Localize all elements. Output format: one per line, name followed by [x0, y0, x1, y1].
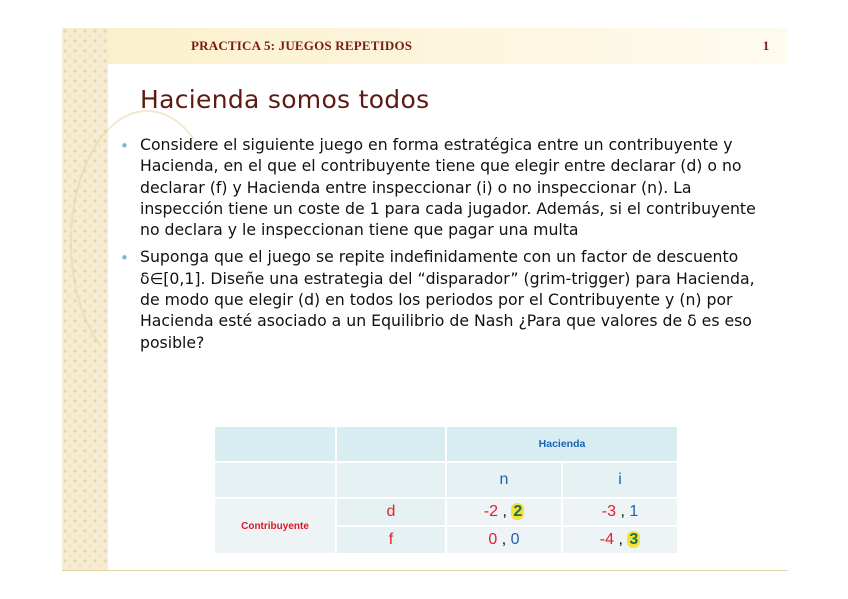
bullet-dot-icon: • [120, 137, 129, 155]
bullet-item [118, 246, 778, 352]
payoff-cell-d-n [447, 499, 561, 525]
payoff-hacienda-highlighted: 2 [513, 503, 523, 520]
footer-divider [62, 570, 788, 571]
payoff-hacienda: 1 [629, 503, 639, 520]
page-number: 1 [762, 38, 770, 53]
payoff-separator: , [620, 503, 625, 520]
column-player-label: Hacienda [447, 427, 677, 461]
column-strategy-n: n [447, 463, 561, 497]
empty-cell [337, 463, 445, 497]
bullet-dot-icon: • [120, 249, 129, 268]
payoff-contribuyente: 0 [488, 531, 498, 548]
payoff-hacienda-highlighted: 3 [629, 531, 639, 548]
payoff-cell-f-i [563, 527, 677, 553]
empty-cell [215, 463, 335, 497]
payoff-cell-f-n [447, 527, 561, 553]
payoff-separator: , [618, 531, 623, 548]
bullet-text: Considere el siguiente juego en forma estratégica entre un contribuyente y Hacienda, en el que el contribuyente tiene que elegir entre declarar (d) o no declarar (f) y Hacienda entre inspeccionar (i) o no inspeccionar (n). La inspección tiene un coste de 1 para cada jugador. Además, si el contribuyente no declara y le inspeccionan tiene que pagar una multa [140, 135, 756, 240]
payoff-contribuyente: -2 [483, 503, 498, 520]
empty-cell [215, 427, 335, 461]
bullet-item [118, 134, 778, 240]
payoff-hacienda: 0 [510, 531, 520, 548]
payoff-contribuyente: -4 [599, 531, 614, 548]
row-player-label: Contribuyente [215, 499, 335, 553]
row-strategy-f: f [337, 527, 445, 553]
row-strategy-d: d [337, 499, 445, 525]
payoff-cell-d-i [563, 499, 677, 525]
bullet-list [118, 134, 778, 359]
column-strategy-i: i [563, 463, 677, 497]
payoff-contribuyente: -3 [601, 503, 616, 520]
payoff-table [213, 425, 679, 555]
empty-cell [337, 427, 445, 461]
payoff-separator: , [502, 503, 507, 520]
slide-heading: Hacienda somos todos [140, 85, 430, 114]
header-title: PRACTICA 5: JUEGOS REPETIDOS [191, 38, 413, 53]
bullet-text: Suponga que el juego se repite indefinidamente con un factor de descuento δ∈[0,1]. Diseñe una estrategia del “disparador” (grim-trigger) para Hacienda, de modo que elegir (d) en todos los periodos por el Contribuyente y (n) por Hacienda esté asociado a un Equilibrio de Nash ¿Para que valores de δ es eso posible? [140, 247, 755, 352]
payoff-separator: , [501, 531, 507, 548]
